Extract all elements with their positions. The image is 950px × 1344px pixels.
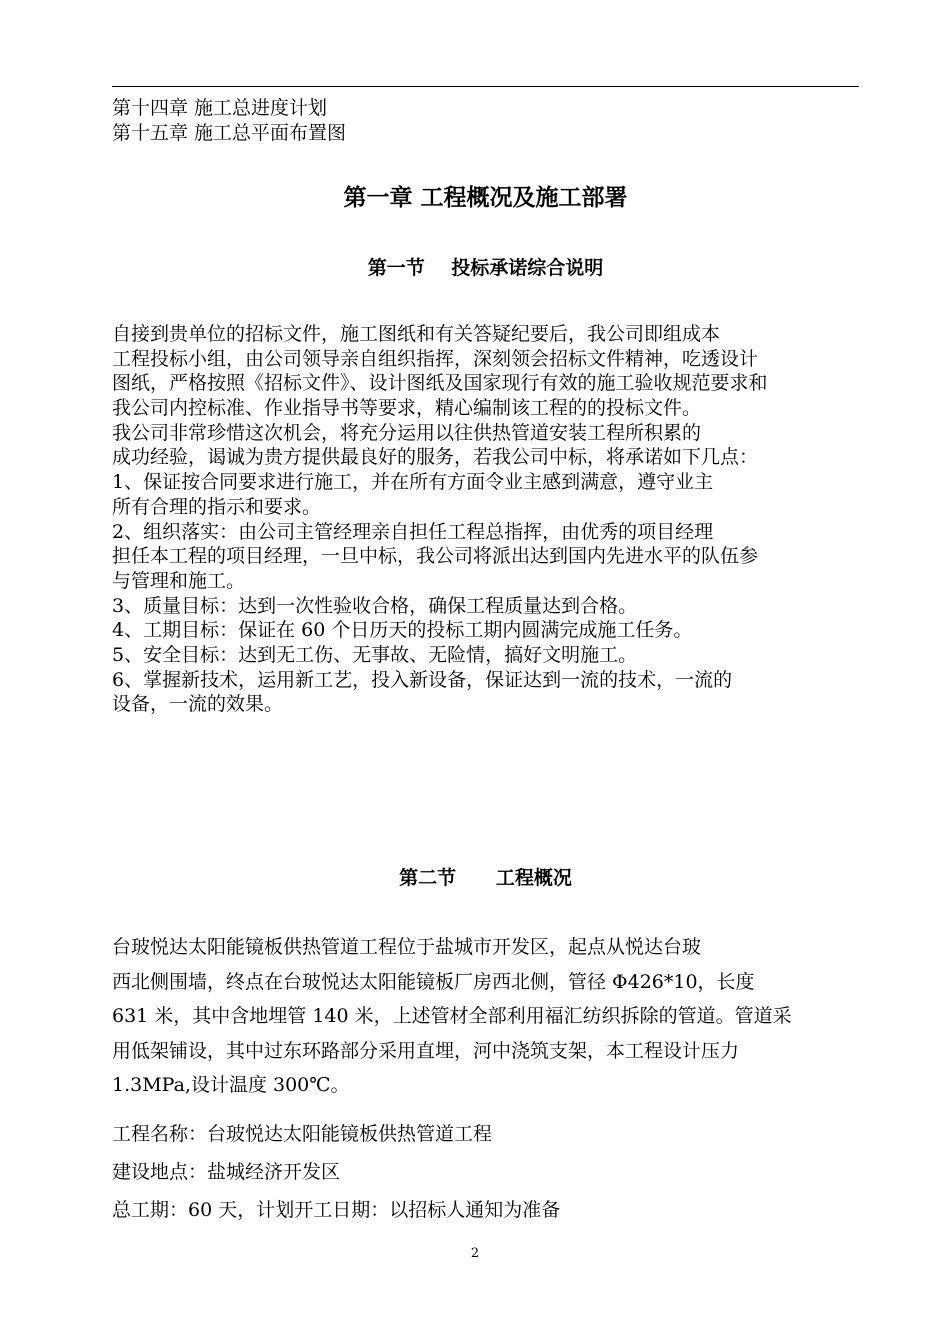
paragraph-line: 图纸，严格按照《招标文件》、设计图纸及国家现行有效的施工验收规范要求和: [112, 372, 768, 395]
paragraph-line: 西北侧围墙，终点在台玻悦达太阳能镜板厂房西北侧，管径 Φ426*10，长度: [112, 970, 755, 993]
promise-item: 4、工期目标：保证在 60 个日历天的投标工期内圆满完成施工任务。: [112, 619, 693, 642]
schedule-field: 总工期：60 天，计划开工日期：以招标人通知为准备: [112, 1199, 561, 1221]
paragraph-line: 用低架铺设，其中过东环路部分采用直埋，河中浇筑支架，本工程设计压力: [112, 1039, 740, 1062]
promise-item: 3、质量目标：达到一次性验收合格，确保工程质量达到合格。: [112, 594, 638, 617]
project-info: [112, 1115, 860, 1229]
promise-item: 担任本工程的项目经理，一旦中标，我公司将派出达到国内先进水平的队伍参: [112, 545, 759, 568]
paragraph-line: 台玻悦达太阳能镜板供热管道工程位于盐城市开发区，起点从悦达台玻: [112, 936, 702, 958]
section2-title: 第二节 工程概况: [399, 867, 572, 889]
paragraph-line: 631 米，其中含地埋管 140 米，上述管材全部利用福汇纺织拆除的管道。管道采: [112, 1005, 792, 1027]
toc-entry: 第十四章 施工总进度计划: [112, 97, 328, 119]
toc-entry: 第十五章 施工总平面布置图: [112, 122, 347, 144]
promise-item: 与管理和施工。: [112, 569, 246, 592]
section2-body: [112, 930, 860, 1103]
promise-item: 6、掌握新技术，运用新工艺，投入新设备，保证达到一流的技术，一流的: [112, 668, 733, 691]
paragraph-line: 成功经验，谒诚为贵方提供最良好的服务，若我公司中标，将承诺如下几点：: [112, 446, 759, 469]
paragraph-line: 工程投标小组，由公司领导亲自组织指挥，深刻领会招标文件精神，吃透设计: [112, 347, 759, 370]
project-name-field: 工程名称：台玻悦达太阳能镜板供热管道工程: [112, 1123, 493, 1145]
paragraph-line: 自接到贵单位的招标文件，施工图纸和有关答疑纪要后，我公司即组成本: [112, 323, 721, 345]
header-rule: [112, 86, 859, 87]
promise-item: 2、组织落实：由公司主管经理亲自担任工程总指挥，由优秀的项目经理: [112, 520, 714, 543]
paragraph-line: 我公司内控标准、作业指导书等要求，精心编制该工程的的投标文件。: [112, 397, 702, 420]
promise-item: 设备，一流的效果。: [112, 693, 284, 716]
page-number: 2: [470, 1246, 480, 1261]
section1-body: [112, 322, 860, 717]
paragraph-line: 我公司非常珍惜这次机会，将充分运用以往供热管道安装工程所积累的: [112, 421, 702, 444]
promise-item: 5、安全目标：达到无工伤、无事故、无险情，搞好文明施工。: [112, 643, 638, 666]
paragraph-line: 1.3MPa,设计温度 300℃。: [112, 1074, 350, 1096]
site-location-field: 建设地点：盐城经济开发区: [112, 1161, 341, 1183]
toc-continuation: [112, 96, 859, 146]
chapter-title: 第一章 工程概况及施工部署: [343, 185, 628, 211]
promise-item: 1、保证按合同要求进行施工，并在所有方面令业主感到满意，遵守业主: [112, 471, 714, 494]
promise-item: 所有合理的指示和要求。: [112, 495, 322, 518]
section1-title: 第一节 投标承诺综合说明: [367, 257, 604, 279]
